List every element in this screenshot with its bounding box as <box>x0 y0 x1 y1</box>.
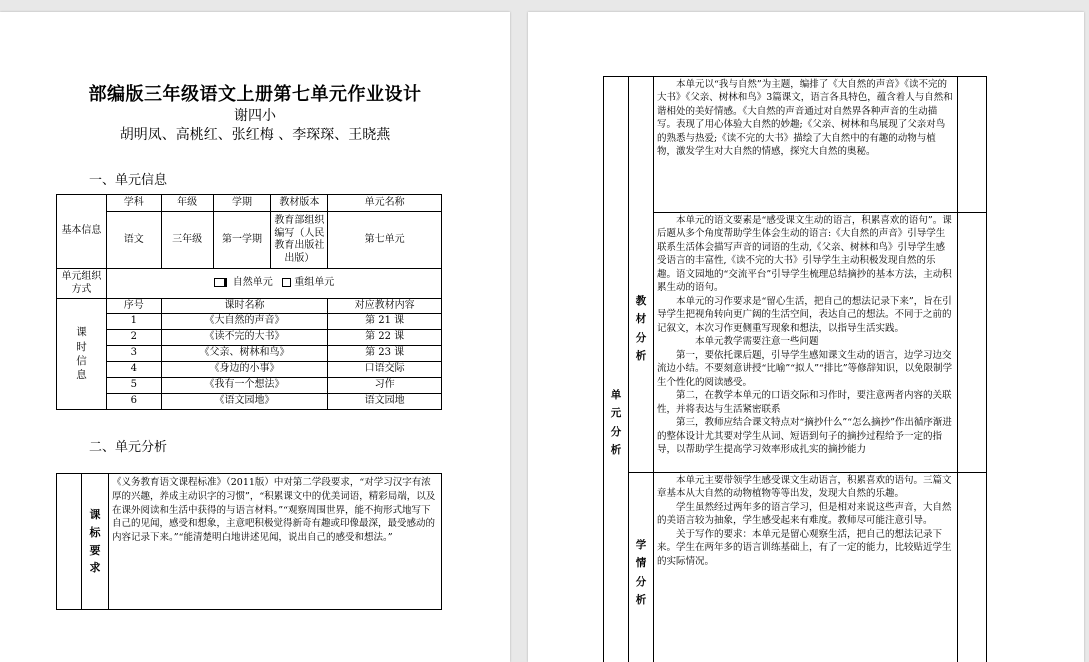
textbook-paragraph: 第二，在教学本单元的口语交际和习作时，要注意两者内容的关联性，并将表达与生活紧密联系 <box>657 389 954 416</box>
lesson-row <box>57 330 442 346</box>
document-page-2 <box>528 12 1084 662</box>
lesson-header-no: 序号 <box>106 299 161 314</box>
value-textbook: 教育部组织编写（人民教育出版社出版） <box>271 212 328 269</box>
header-semester: 学期 <box>213 195 271 212</box>
org-method-label: 单元组织方式 <box>57 269 107 299</box>
textbook-paragraph: 本单元教学需要注意一些问题 <box>657 335 954 348</box>
requirements-label: 课标要求 <box>82 474 109 610</box>
lesson-no: 5 <box>106 378 161 394</box>
school-name: 谢四小 <box>0 105 510 125</box>
lesson-row <box>57 378 442 394</box>
unit-analysis-table <box>603 76 987 662</box>
lesson-header-name: 课时名称 <box>161 299 328 314</box>
lesson-name: 《大自然的声音》 <box>161 314 328 330</box>
selected-checkbox-icon[interactable] <box>214 278 227 287</box>
value-semester: 第一学期 <box>213 212 271 269</box>
empty-cell <box>958 473 987 662</box>
textbook-paragraph: 本单元以“我与自然”为主题，编排了《大自然的声音》《读不完的大书》《父亲、树林和鸟》3篇课文，语言各具特色，蕴含着人与自然和谐相处的美好情感。《大自然的声音通过对自然界各种声音的生动描写。表现了用心体验大自然的妙趣;《父亲、树林和鸟展现了父亲对鸟的熟悉与热爱;《读不完的大书》描绘了大自然中的有趣的动物与植物，激发学生对大自然的情感，探究大自然的奥秘。 <box>657 78 954 159</box>
document-page-1 <box>0 12 510 662</box>
lesson-row <box>57 362 442 378</box>
textbook-intro-text <box>654 77 958 213</box>
header-grade: 年级 <box>161 195 213 212</box>
value-subject: 语文 <box>106 212 161 269</box>
textbook-paragraph: 本单元的语文要素是“感受课文生动的语言，积累喜欢的语句”。课后题从多个角度帮助学生体会生动的语言:《大自然的声音》引导学生联系生活体会描写声音的词语的生动,《父亲、树林和鸟》引导学生感受语言的丰富性,《读不完的大书》引导学生主动积极发现自然的乐趣。语文园地的“交流平台”引导学生梳理总结摘抄的基本方法，主动积累生动的语句。 <box>657 214 954 295</box>
header-subject: 学科 <box>106 195 161 212</box>
lesson-info-label: 课时信息 <box>57 299 107 410</box>
document-title: 部编版三年级语文上册第七单元作业设计 <box>0 80 510 106</box>
student-paragraph: 关于写作的要求：本单元是留心观察生活，把自己的想法记录下来。学生在两年多的语言训练基础上，有了一定的能力，比较贴近学生的实际情况。 <box>657 528 954 568</box>
lesson-name: 《父亲、树林和鸟》 <box>161 346 328 362</box>
org-method-options <box>106 269 441 299</box>
textbook-paragraph: 第一，要依托课后题，引导学生感知课文生动的语言，边学习边交流边小结。不要刻意讲授“比喻”“拟人”“排比”等修辞知识，以免限制学生个性化的阅读感受。 <box>657 349 954 389</box>
value-unit-name: 第七单元 <box>328 212 442 269</box>
lesson-row <box>57 346 442 362</box>
option-natural-unit: 自然单元 <box>233 277 273 288</box>
value-grade: 三年级 <box>161 212 213 269</box>
lesson-name: 《我有一个想法》 <box>161 378 328 394</box>
lesson-content: 习作 <box>328 378 442 394</box>
student-analysis-text <box>654 473 958 662</box>
empty-cell <box>958 213 987 473</box>
lesson-no: 3 <box>106 346 161 362</box>
header-textbook: 教材版本 <box>271 195 328 212</box>
textbook-paragraph: 本单元的习作要求是“留心生活，把自己的想法记录下来”，旨在引导学生把视角转向更广阔的生活空间，表达自己的想法。不同于之前的记叙文，本次习作更侧重写现象和想法，以指导生活实践。 <box>657 295 954 335</box>
textbook-paragraph: 第三，教师应结合课文特点对“摘抄什么”“怎么摘抄”作出循序渐进的整体设计尤其要对学生从词、短语到句子的摘抄过程给予一定的指导，以帮助学生提高学习效率形成扎实的摘抄能力 <box>657 416 954 456</box>
lesson-content: 口语交际 <box>328 362 442 378</box>
lesson-name: 《读不完的大书》 <box>161 330 328 346</box>
lesson-content: 第 21 课 <box>328 314 442 330</box>
lesson-no: 4 <box>106 362 161 378</box>
basic-info-label: 基本信息 <box>57 195 107 269</box>
textbook-analysis-label: 教材分析 <box>629 77 654 473</box>
lesson-content: 第 23 课 <box>328 346 442 362</box>
unit-info-table <box>56 194 442 410</box>
student-paragraph: 学生虽然经过两年多的语言学习，但是相对来说这些声音，大自然的美语言较为抽象，学生感受起来有难度。教师尽可能注意引导。 <box>657 501 954 528</box>
section-heading-unit-info: 一、单元信息 <box>89 169 167 188</box>
section-heading-unit-analysis: 二、单元分析 <box>89 436 167 455</box>
lesson-content: 第 22 课 <box>328 330 442 346</box>
requirements-text: 《义务教育语文课程标准》（2011版）中对第二学段要求，“对学习汉字有浓厚的兴趣，养成主动识字的习惯”，“积累课文中的优美词语，精彩局端，以及在课外阅读和生活中获得的与语言材料。”“观察周围世界，能不拘形式地写下自己的见闻，感受和想象，主意吧积极觉得新奇有趣或印像最深，最受感动的内容记录下来。”“能清楚明白地讲述见闻，说出自己的感受和想法。” <box>109 474 442 610</box>
empty-checkbox-icon[interactable] <box>282 278 291 287</box>
unit-analysis-label: 单元分析 <box>604 77 629 662</box>
option-regrouped-unit: 重组单元 <box>294 277 334 288</box>
student-paragraph: 本单元主要带领学生感受课文生动语言，积累喜欢的语句。三篇文章基本从大自然的动物植物等等出发，发现大自然的乐趣。 <box>657 474 954 501</box>
lesson-content: 语文园地 <box>328 394 442 410</box>
curriculum-requirements-table <box>56 473 442 610</box>
lesson-no: 2 <box>106 330 161 346</box>
author-list: 胡明凤、高桃红、张红梅 、李琛琛、王晓燕 <box>0 124 510 144</box>
lesson-no: 6 <box>106 394 161 410</box>
empty-cell <box>958 77 987 213</box>
empty-cell <box>57 474 82 610</box>
lesson-no: 1 <box>106 314 161 330</box>
textbook-detail-text <box>654 213 958 473</box>
lesson-header-content: 对应教材内容 <box>328 299 442 314</box>
lesson-row <box>57 394 442 410</box>
student-analysis-label: 学情分析 <box>629 473 654 662</box>
lesson-row <box>57 314 442 330</box>
lesson-name: 《身边的小事》 <box>161 362 328 378</box>
header-unit-name: 单元名称 <box>328 195 442 212</box>
lesson-name: 《语文园地》 <box>161 394 328 410</box>
